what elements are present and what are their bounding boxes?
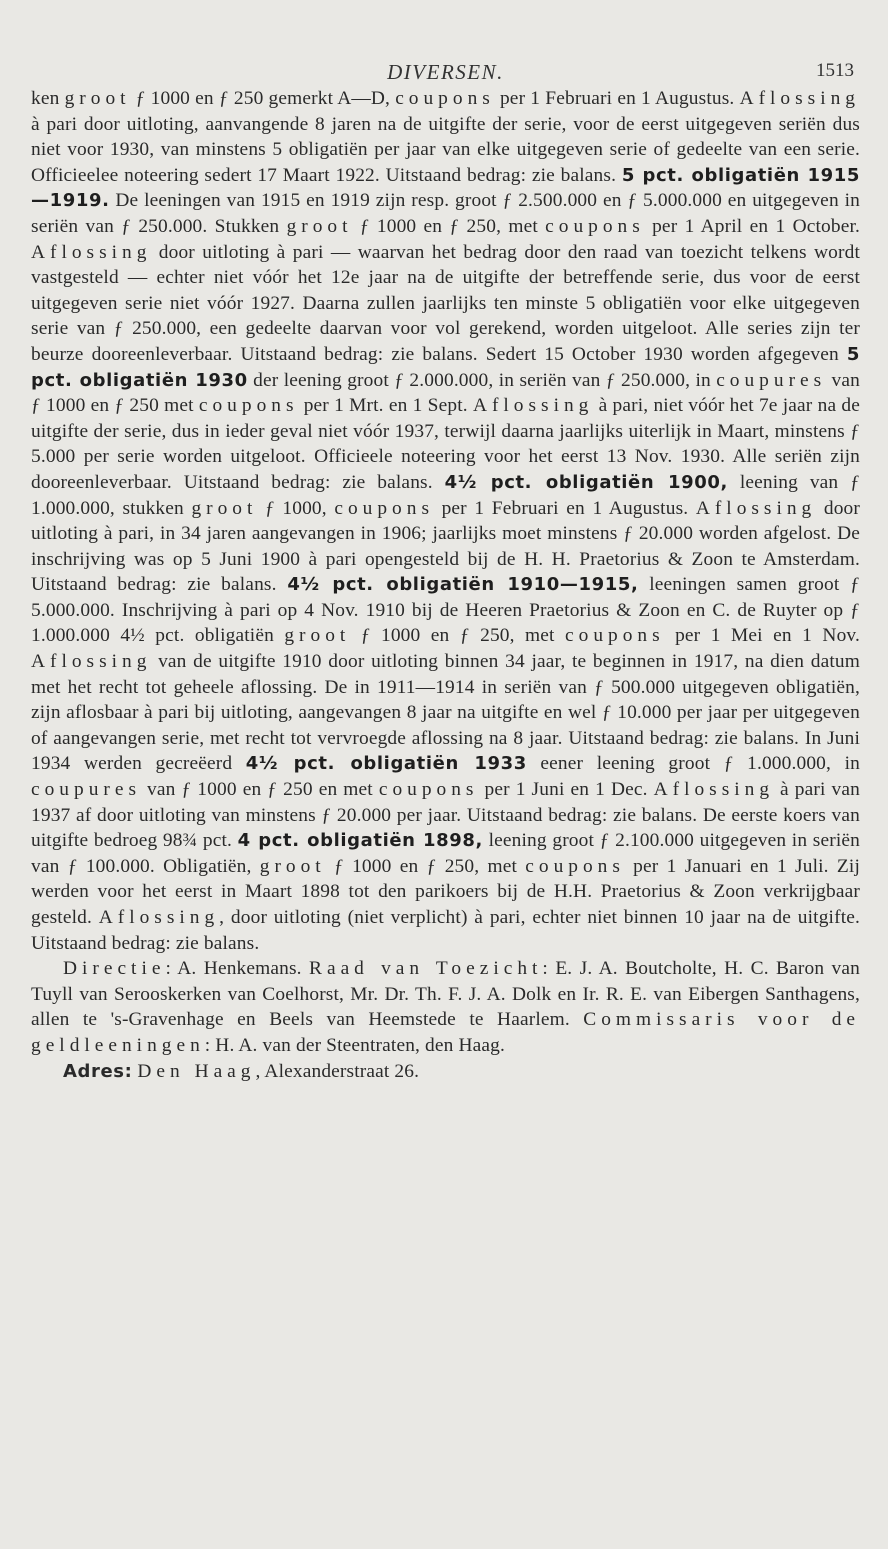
page-number: 1513 — [816, 60, 854, 81]
text-run: : E. J. A. Boutcholte, H. C. Baron van Tuyll van Serooskerken van Coelhorst, Mr. Dr. Th. F. J. A. Dolk en Ir. R. E. van Eibergen Santhagens, allen te 's-Gravenhage en Beels van Heemstede te Haarlem. — [31, 958, 860, 1031]
text-run: per 1 Februari en 1 Augustus. — [434, 497, 696, 519]
text-run: ƒ 1000 en ƒ 250, met — [350, 625, 566, 647]
spaced-text: groot — [259, 855, 326, 877]
spaced-text: Directie — [63, 958, 166, 980]
text-run: leeningen samen groot ƒ 5.000.000. Inschrijving à pari op 4 Nov. 1910 bij de Heeren Praetorius & Zoon en C. de Ruyter op ƒ 1.000.000 4½ pct. obligatiën — [31, 574, 860, 647]
text-run: à pari van 1937 af door uitloting van minstens ƒ 20.000 per jaar. Uitstaand bedrag: zie balans. De eerste koers van uitgifte bedroeg 98¾ pct. — [31, 779, 860, 852]
text-run: per 1 Mrt. en 1 Sept. — [298, 395, 473, 417]
text-run: der leening groot ƒ 2.000.000, in seriën van ƒ 250.000, in — [247, 369, 717, 391]
text-run: leening groot ƒ 2.100.000 uitgegeven in seriën van ƒ 100.000. Obligatiën, — [31, 830, 860, 877]
text-run: van ƒ 1000 en ƒ 250 met — [31, 369, 860, 417]
text-run: per 1 April en 1 October. — [644, 215, 861, 237]
spaced-text: coupons — [378, 779, 479, 801]
spaced-text: Aflossing — [653, 779, 775, 801]
spaced-text: groot — [284, 625, 351, 647]
text-run: : H. A. van der Steentraten, den Haag. — [204, 1034, 505, 1056]
text-run: door uitloting à pari — waarvan het bedrag door den raad van toezicht telkens wordt vastgesteld — echter niet vóór het 12e jaar na de uitgifte der betreffende serie, dus voor de eerst uitgegeven serie niet vóór 1927. Daarna zullen jaarlijks ten minste 5 obligatiën voor elke uitgegeven serie van ƒ 250.000, een gedeelte daarvan voor vol gerekend, worden uitgeloot. Alle series zijn ter beurze dooreenleverbaar. Uitstaand bedrag: zie balans. Sedert 15 October 1930 worden afgegeven — [31, 241, 860, 365]
spaced-text: coupons — [334, 497, 434, 519]
spaced-text: groot — [191, 497, 258, 519]
paragraph-loans — [31, 86, 860, 956]
spaced-text: Aflossing — [695, 497, 817, 519]
spaced-text: Aflossing — [98, 907, 220, 928]
paragraph-management — [31, 956, 860, 1058]
section-heading: 5 pct. obligatiën 1915—1919. — [31, 164, 861, 212]
text-run: ƒ 1000 en ƒ 250, met — [352, 215, 546, 237]
text-run: à pari, niet vóór het 7e jaar na de uitgifte der serie, dus in ieder geval niet vóór 1937, terwijl daarna jaarlijks uiterlijk in Maart, minstens ƒ 5.000 per serie worden uitgeloot. Officieele noteering voor het eerst 13 Nov. 1930. Alle seriën zijn dooreenleverbaar. Uitstaand bedrag: zie balans. — [31, 395, 860, 493]
text-run: per 1 Mei en 1 Nov. — [664, 625, 860, 647]
spaced-text: Adres: — [63, 1060, 133, 1082]
spaced-text: groot — [64, 88, 131, 109]
spaced-text: Aflossing — [31, 241, 152, 263]
text-run: ken — [31, 88, 65, 109]
body-text — [31, 86, 860, 1084]
paragraph-address — [31, 1059, 860, 1085]
text-run: à pari door uitloting, aanvangende 8 jaren na de uitgifte der serie, voor de eerst uitgegeven seriën dus niet voor 1930, van minstens 5 obligatiën per jaar van elke uitgegeven serie of gedeelte van een serie. Officieelee noteering sedert 17 Maart 1922. Uitstaand bedrag: zie balans. — [31, 113, 860, 186]
text-run: ƒ 1000, — [257, 497, 335, 519]
section-heading: 4½ pct. obligatiën 1910—1915, — [287, 574, 639, 596]
text-run: door uitloting à pari, in 34 jaren aangevangen in 1906; jaarlijks moet minstens ƒ 20.000 worden afgelost. De inschrijving was op 5 Juni 1900 à pari opengesteld bij de H. H. Praetorius & Zoon te Amsterdam. Uitstaand bedrag: zie balans. — [31, 497, 860, 596]
spaced-text: Commissaris voor de geldleeningen — [31, 1009, 860, 1056]
spaced-text: coupons — [198, 395, 299, 417]
section-heading: 4 pct. obligatiën 1898, — [237, 830, 483, 852]
text-run: van ƒ 1000 en ƒ 250 en met — [141, 779, 379, 801]
section-heading: 4½ pct. obligatiën 1933 — [245, 753, 527, 775]
text-run: per 1 Februari en 1 Augustus. — [494, 88, 740, 109]
spaced-text: coupures — [716, 369, 827, 391]
section-heading: 4½ pct. obligatiën 1900, — [444, 471, 728, 493]
text-run: : A. Henkemans. — [165, 958, 310, 980]
section-heading: 5 pct. obligatiën 1930 — [31, 343, 860, 391]
text-run: eener leening groot ƒ 1.000.000, in — [526, 753, 860, 775]
spaced-text: Raad van Toezicht — [309, 958, 543, 980]
spaced-text: coupons — [395, 88, 495, 109]
page-header — [31, 52, 860, 82]
spaced-text: coupures — [31, 779, 141, 801]
spaced-text: coupons — [525, 855, 625, 877]
spaced-text: Aflossing — [31, 651, 152, 673]
text-run: ƒ 1000 en ƒ 250 gemerkt A—D, — [130, 88, 396, 109]
spaced-text: Aflossing — [739, 88, 860, 109]
text-run: , Alexanderstraat 26. — [255, 1060, 420, 1082]
text-run: per 1 Januari en 1 Juli. Zij werden voor het eerst in Maart 1898 tot den parikoers bij de H.H. Praetorius & Zoon verkrijgbaar gesteld. — [31, 855, 860, 928]
text-run: , door uitloting (niet verplicht) à pari, echter niet binnen 10 jaar na de uitgifte. Uitstaand bedrag: zie balans. — [31, 907, 860, 954]
running-title: DIVERSEN. — [387, 60, 504, 84]
spaced-text: coupons — [565, 625, 665, 647]
text-run: leening van ƒ 1.000.000, stukken — [31, 471, 860, 519]
text-run: De leeningen van 1915 en 1919 zijn resp. groot ƒ 2.500.000 en ƒ 5.000.000 en uitgegeven in seriën van ƒ 250.000. Stukken — [31, 190, 860, 237]
spaced-text: coupons — [545, 215, 645, 237]
spaced-text: Den Haag — [137, 1060, 256, 1082]
text-run: ƒ 1000 en ƒ 250, met — [325, 855, 526, 877]
text-run: per 1 Juni en 1 Dec. — [478, 779, 654, 801]
spaced-text: Aflossing — [472, 395, 594, 417]
text-run: van de uitgifte 1910 door uitloting binnen 34 jaar, te beginnen in 1917, na dien datum met het recht tot geheele aflossing. De in 1911—1914 in seriën van ƒ 500.000 uitgegeven obligatiën, zijn aflosbaar à pari bij uitloting, aangevangen 8 jaar na uitgifte en wel ƒ 10.000 per jaar per uitgegeven of aangevangen serie, met recht tot vervroegde aflossing na 8 jaar. Uitstaand bedrag: zie balans. In Juni 1934 werden gecreëerd — [31, 651, 860, 775]
spaced-text: groot — [286, 215, 353, 237]
